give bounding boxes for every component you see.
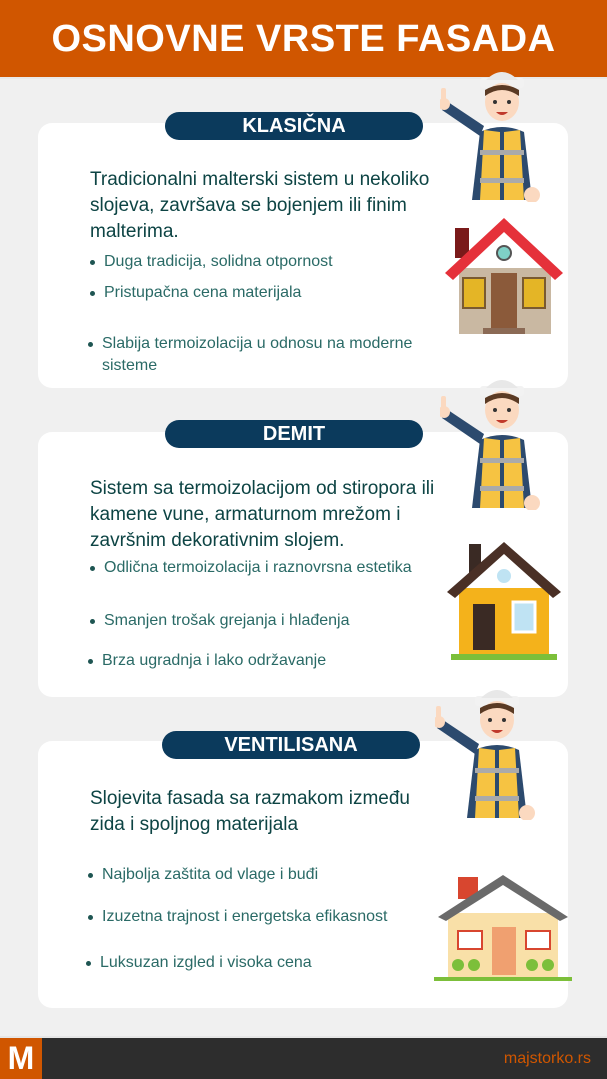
section-label-demit: DEMIT xyxy=(165,420,423,448)
bullet-item: Duga tradicija, solidna otpornost xyxy=(90,251,430,273)
header xyxy=(0,0,607,79)
bullet-item: Smanjen trošak grejanja i hlađenja xyxy=(90,610,430,632)
worker-illustration xyxy=(435,688,555,820)
page-title: OSNOVNE VRSTE FASADA xyxy=(51,18,556,60)
bullet-item: Luksuzan izgled i visoka cena xyxy=(86,952,426,974)
footer xyxy=(0,1036,607,1079)
section-intro: Tradicionalni malterski sistem u nekoliko slojeva, završava se bojenjem ili finim malterima. xyxy=(90,169,430,242)
section-label-ventilisana: VENTILISANA xyxy=(162,731,420,759)
bullet-item: Pristupačna cena materijala xyxy=(90,282,430,304)
demit-house-illustration xyxy=(447,540,561,664)
bullet-item: Izuzetna trajnost i energetska efikasnost xyxy=(88,906,448,928)
bullet-item: Najbolja zaštita od vlage i buđi xyxy=(88,864,428,886)
ventilated-house-illustration xyxy=(434,873,572,983)
section-intro: Sistem sa termoizolacijom od stiropora ili kamene vune, armaturnom mrežom i završnim dekorativnim slojem. xyxy=(90,478,435,551)
bullet-item: Odlična termoizolacija i raznovrsna estetika xyxy=(90,557,420,579)
bullet-item: Slabija termoizolacija u odnosu na moderne sisteme xyxy=(88,333,468,377)
bullet-item: Brza ugradnja i lako održavanje xyxy=(88,650,428,672)
website-link[interactable]: majstorko.rs xyxy=(503,1050,591,1067)
section-intro: Slojevita fasada sa razmakom između zida i spoljnog materijala xyxy=(90,788,410,835)
section-label-klasicna: KLASIČNA xyxy=(165,112,423,140)
brand-logo: M xyxy=(0,1038,42,1079)
